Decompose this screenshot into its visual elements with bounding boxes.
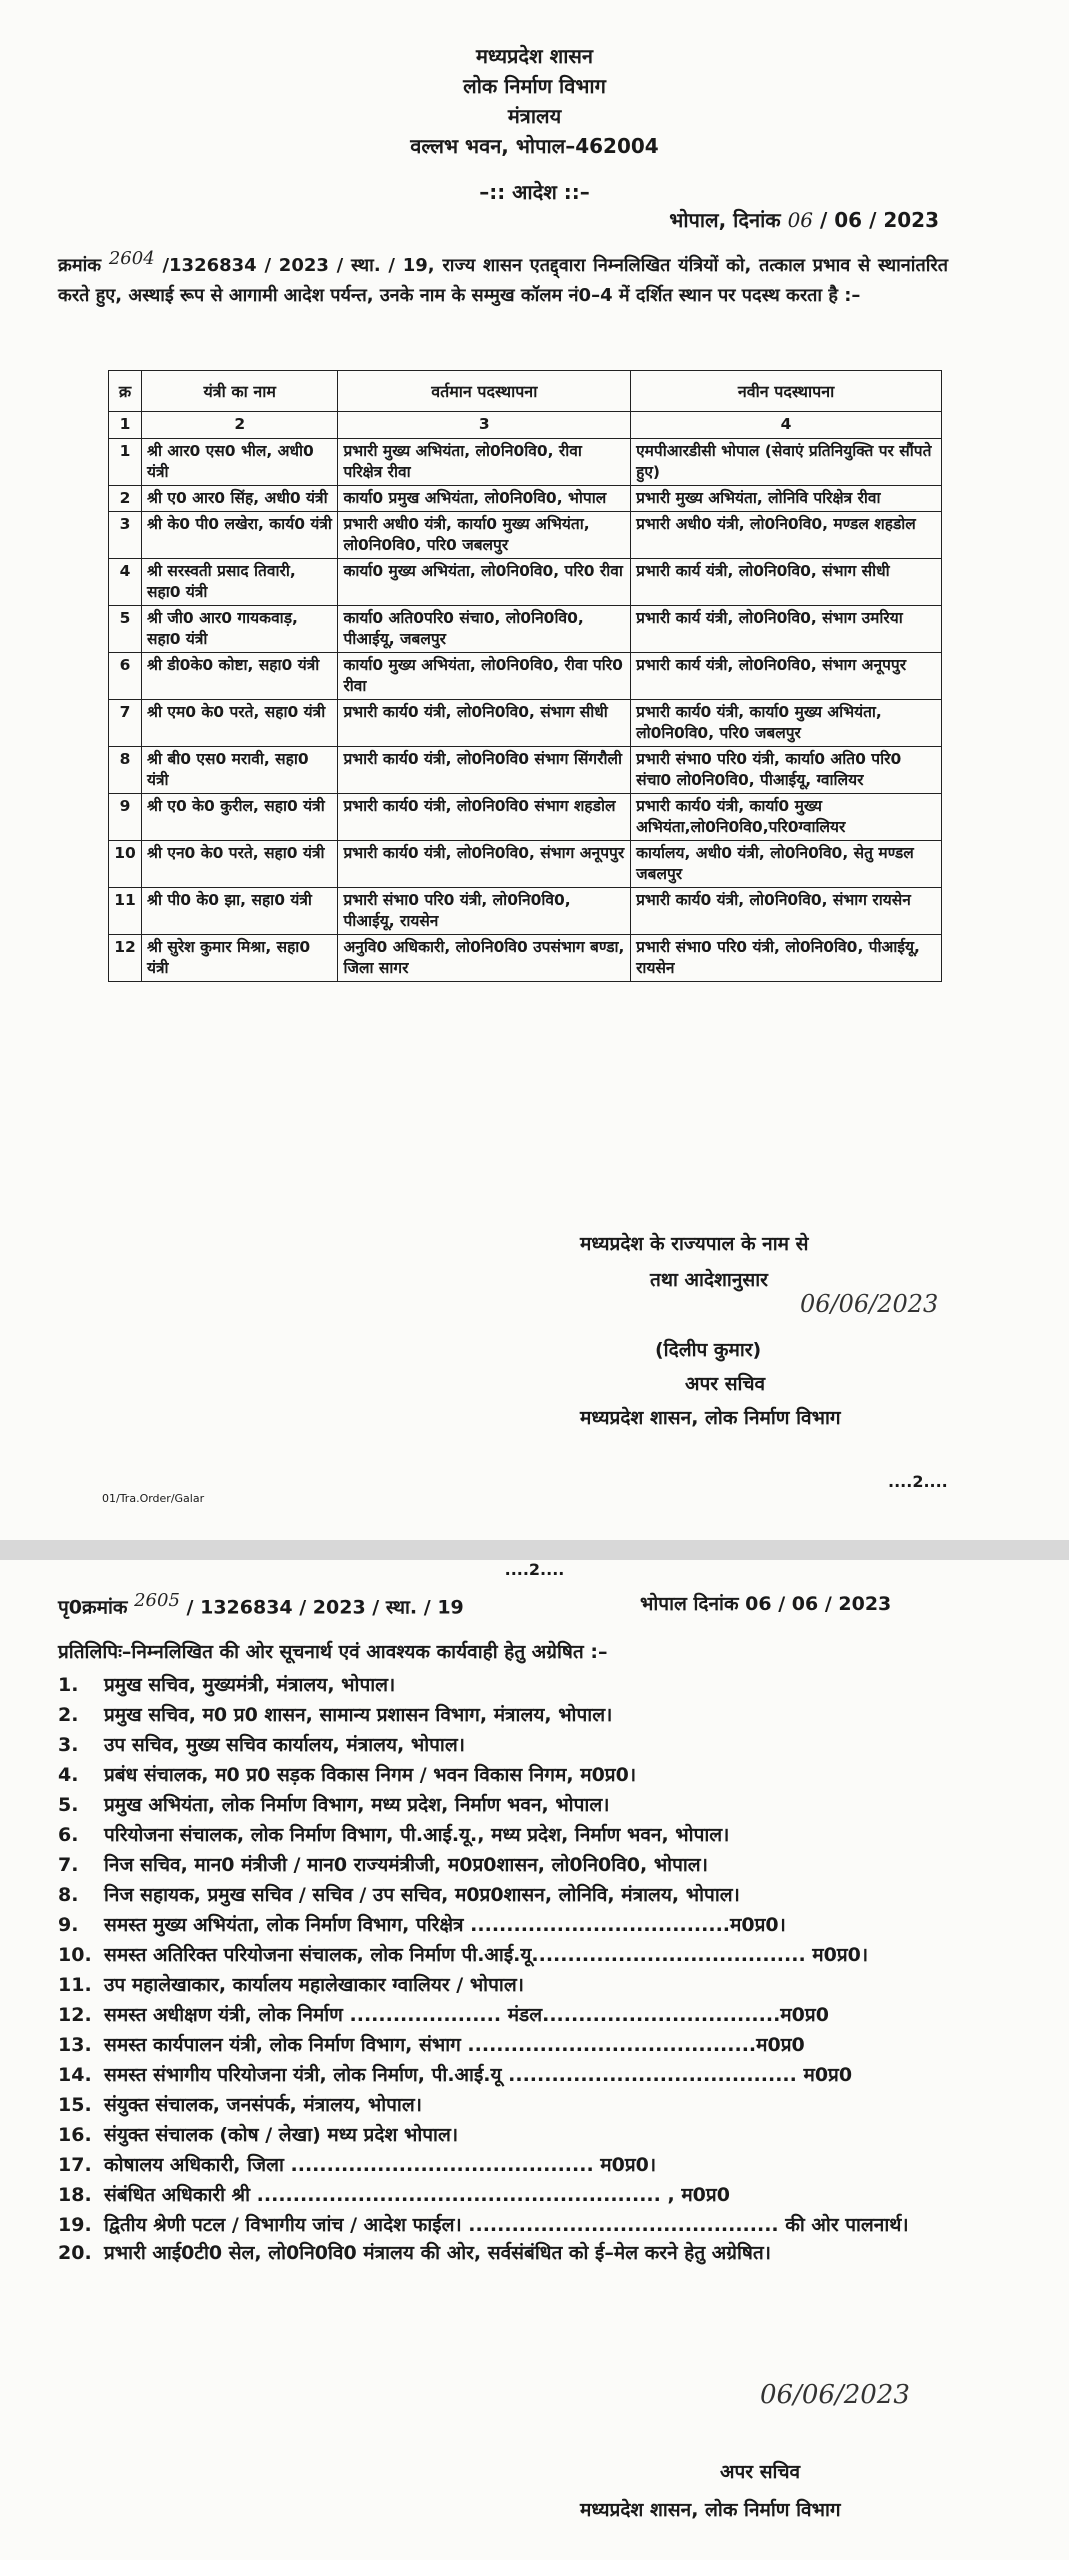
list-item-number: 4. [58, 1764, 79, 1786]
continued-marker: ....2.... [888, 1472, 948, 1491]
cell-name: श्री पी0 के0 झा, सहा0 यंत्री [141, 888, 337, 935]
list-item [58, 2000, 1018, 2030]
list-item [58, 1850, 1018, 1880]
cell-new-posting: प्रभारी मुख्य अभियंता, लोनिवि परिक्षेत्र रीवा [631, 486, 942, 512]
signatory-name: (दिलीप कुमार) [655, 1339, 762, 1361]
table-row [109, 888, 942, 935]
table-row [109, 700, 942, 747]
cell-name: श्री सरस्वती प्रसाद तिवारी, सहा0 यंत्री [141, 559, 337, 606]
cell-name: श्री जी0 आर0 गायकवाड़, सहा0 यंत्री [141, 606, 337, 653]
list-item [58, 1970, 1018, 2000]
copy-signatory-office: मध्यप्रदेश शासन, लोक निर्माण विभाग [580, 2499, 841, 2521]
list-item-text: निज सहायक, प्रमुख सचिव / सचिव / उप सचिव, म0प्र0शासन, लोनिवि, मंत्रालय, भोपाल। [104, 1884, 740, 1906]
cell-new-posting: प्रभारी कार्य यंत्री, लो0नि0वि0, संभाग अनूपपुर [631, 653, 942, 700]
cell-sn: 12 [109, 935, 142, 982]
list-item [58, 2210, 1018, 2240]
list-item [58, 1880, 1018, 1910]
cell-sn: 4 [109, 559, 142, 606]
list-item-text: कोषालय अधिकारी, जिला .......................................... म0प्र0। [104, 2154, 657, 2176]
cell-sn: 11 [109, 888, 142, 935]
table-row [109, 747, 942, 794]
list-item-text: निज सचिव, मान0 मंत्रीजी / मान0 राज्यमंत्रीजी, म0प्र0शासन, लो0नि0वि0, भोपाल। [104, 1854, 708, 1876]
cell-new-posting: प्रभारी कार्य0 यंत्री, कार्या0 मुख्य अभियंता,लो0नि0वि0,परि0ग्वालियर [631, 794, 942, 841]
list-item [58, 1820, 1018, 1850]
cell-sn: 3 [109, 512, 142, 559]
list-item-number: 8. [58, 1884, 79, 1906]
cell-current-posting: प्रभारी अधी0 यंत्री, कार्या0 मुख्य अभियंता, लो0नि0वि0, परि0 जबलपुर [338, 512, 631, 559]
list-item [58, 1940, 1018, 1970]
table-row [109, 512, 942, 559]
table-row [109, 841, 942, 888]
header-address: वल्लभ भवन, भोपाल–462004 [410, 134, 659, 158]
table-row [109, 794, 942, 841]
colnum: 2 [141, 412, 337, 439]
header-ministry: मंत्रालय [507, 104, 562, 128]
list-item-number: 10. [58, 1944, 92, 1966]
list-item [58, 2060, 1018, 2090]
list-item-number: 3. [58, 1734, 79, 1756]
table-row [109, 559, 942, 606]
cell-new-posting: प्रभारी संभा0 परि0 यंत्री, कार्या0 अति0 परि0 संचा0 लो0नि0वि0, पीआईयू, ग्वालियर [631, 747, 942, 794]
colnum: 3 [338, 412, 631, 439]
cell-sn: 2 [109, 486, 142, 512]
list-item [58, 2240, 1018, 2292]
list-item-text: समस्त संभागीय परियोजना यंत्री, लोक निर्माण, पी.आई.यू ........................................ म0प्र0 [104, 2064, 853, 2086]
reference-number: /1326834 / 2023 / स्था. / 19, [162, 255, 435, 276]
cell-name: श्री सुरेश कुमार मिश्रा, सहा0 यंत्री [141, 935, 337, 982]
krmank-label: क्रमांक [58, 255, 102, 276]
list-item-text: प्रमुख सचिव, मुख्यमंत्री, मंत्रालय, भोपाल। [104, 1674, 396, 1696]
list-item [58, 2030, 1018, 2060]
list-item [58, 2150, 1018, 2180]
list-item-text: उप सचिव, मुख्य सचिव कार्यालय, मंत्रालय, भोपाल। [104, 1734, 465, 1756]
list-item [58, 1790, 1018, 1820]
list-item-number: 9. [58, 1914, 79, 1936]
column-number-row [109, 412, 942, 439]
list-item-number: 13. [58, 2034, 92, 2056]
cell-current-posting: कार्या0 मुख्य अभियंता, लो0नि0वि0, परि0 रीवा [338, 559, 631, 606]
list-item-text: प्रमुख सचिव, म0 प्र0 शासन, सामान्य प्रशासन विभाग, मंत्रालय, भोपाल। [104, 1704, 613, 1726]
list-item [58, 2090, 1018, 2120]
colnum: 4 [631, 412, 942, 439]
list-item-number: 20. [58, 2242, 92, 2264]
list-item-text: प्रमुख अभियंता, लोक निर्माण विभाग, मध्य प्रदेश, निर्माण भवन, भोपाल। [104, 1794, 610, 1816]
cell-new-posting: प्रभारी कार्य यंत्री, लो0नि0वि0, संभाग उमरिया [631, 606, 942, 653]
signatory-office: मध्यप्रदेश शासन, लोक निर्माण विभाग [580, 1407, 841, 1429]
list-item [58, 1760, 1018, 1790]
cell-sn: 1 [109, 439, 142, 486]
cell-new-posting: प्रभारी कार्य0 यंत्री, लो0नि0वि0, संभाग रायसेन [631, 888, 942, 935]
cell-current-posting: कार्या0 प्रमुख अभियंता, लो0नि0वि0, भोपाल [338, 486, 631, 512]
order-date [669, 206, 939, 233]
cell-name: श्री ए0 आर0 सिंह, अधी0 यंत्री [141, 486, 337, 512]
date-rest: / 06 / 2023 [820, 208, 939, 232]
list-item-number: 14. [58, 2064, 92, 2086]
cell-name: श्री डी0के0 कोष्टा, सहा0 यंत्री [141, 653, 337, 700]
header-current-posting: वर्तमान पदस्थापना [338, 371, 631, 412]
signature-handwritten-date: 06/06/2023 [800, 1290, 939, 1318]
list-item [58, 1670, 1018, 1700]
list-item [58, 2180, 1018, 2210]
cell-current-posting: प्रभारी कार्य0 यंत्री, लो0नि0वि0, संभाग अनूपपुर [338, 841, 631, 888]
list-item [58, 2120, 1018, 2150]
cell-current-posting: प्रभारी कार्य0 यंत्री, लो0नि0वि0 संभाग शहडोल [338, 794, 631, 841]
list-item-number: 1. [58, 1674, 79, 1696]
list-item-number: 11. [58, 1974, 92, 1996]
list-item-number: 7. [58, 1854, 79, 1876]
table-row [109, 606, 942, 653]
date-handwritten: 06 [787, 208, 814, 232]
transfer-table [108, 370, 942, 982]
cell-sn: 9 [109, 794, 142, 841]
recipient-list [58, 1670, 1018, 2292]
list-item-text: समस्त अधीक्षण यंत्री, लोक निर्माण ..................... मंडल.................................म0प्र0 [104, 2004, 829, 2026]
signature-line-1: मध्यप्रदेश के राज्यपाल के नाम से [580, 1233, 809, 1255]
list-item [58, 1700, 1018, 1730]
cell-name: श्री एन0 के0 परते, सहा0 यंत्री [141, 841, 337, 888]
cell-new-posting: कार्यालय, अधी0 यंत्री, लो0नि0वि0, सेतु मण्डल जबलपुर [631, 841, 942, 888]
cell-sn: 5 [109, 606, 142, 653]
page-marker: ....2.... [504, 1560, 565, 1579]
list-item-text: संयुक्त संचालक (कोष / लेखा) मध्य प्रदेश भोपाल। [104, 2124, 459, 2146]
copy-reference [58, 1590, 464, 1619]
signatory-designation: अपर सचिव [685, 1373, 766, 1395]
file-reference: 01/Tra.Order/Galar [102, 1492, 205, 1505]
signature-line-2: तथा आदेशानुसार [650, 1269, 768, 1291]
krmank-handwritten: 2604 [108, 248, 155, 269]
cell-current-posting: प्रभारी मुख्य अभियंता, लो0नि0वि0, रीवा परिक्षेत्र रीवा [338, 439, 631, 486]
cell-sn: 10 [109, 841, 142, 888]
page-separator [0, 1540, 1069, 1560]
copy-signatory-designation: अपर सचिव [720, 2461, 801, 2483]
cell-new-posting: एमपीआरडीसी भोपाल (सेवाएं प्रतिनियुक्ति पर सौंपते हुए) [631, 439, 942, 486]
list-item [58, 1910, 1018, 1940]
list-item-text: संयुक्त संचालक, जनसंपर्क, मंत्रालय, भोपाल। [104, 2094, 422, 2116]
list-item-number: 12. [58, 2004, 92, 2026]
copy-krmank-handwritten: 2605 [134, 1590, 180, 1611]
list-item-number: 2. [58, 1704, 79, 1726]
order-page-2 [0, 1560, 1069, 2560]
cell-sn: 7 [109, 700, 142, 747]
table-header-row [109, 371, 942, 412]
cell-current-posting: प्रभारी संभा0 परि0 यंत्री, लो0नि0वि0, पीआईयू, रायसेन [338, 888, 631, 935]
list-item-text: समस्त कार्यपालन यंत्री, लोक निर्माण विभाग, संभाग ........................................म0प्र0 [104, 2034, 805, 2056]
table-row [109, 935, 942, 982]
cell-name: श्री बी0 एस0 मरावी, सहा0 यंत्री [141, 747, 337, 794]
table-row [109, 439, 942, 486]
cell-current-posting: कार्या0 अति0परि0 संचा0, लो0नि0वि0, पीआईयू, जबलपुर [338, 606, 631, 653]
list-item-number: 19. [58, 2214, 92, 2236]
cell-new-posting: प्रभारी अधी0 यंत्री, लो0नि0वि0, मण्डल शहडोल [631, 512, 942, 559]
cell-new-posting: प्रभारी कार्य यंत्री, लो0नि0वि0, संभाग सीधी [631, 559, 942, 606]
cell-name: श्री ए0 के0 कुरील, सहा0 यंत्री [141, 794, 337, 841]
table-row [109, 653, 942, 700]
cell-name: श्री एम0 के0 परते, सहा0 यंत्री [141, 700, 337, 747]
header-name: यंत्री का नाम [141, 371, 337, 412]
list-item-number: 6. [58, 1824, 79, 1846]
cell-current-posting: कार्या0 मुख्य अभियंता, लो0नि0वि0, रीवा परि0 रीवा [338, 653, 631, 700]
list-item-number: 17. [58, 2154, 92, 2176]
list-item [58, 1730, 1018, 1760]
list-item-text: समस्त अतिरिक्त परियोजना संचालक, लोक निर्माण पी.आई.यू...................................... म0प्र0। [104, 1944, 869, 1966]
header-govt: मध्यप्रदेश शासन [475, 44, 594, 68]
cell-current-posting: प्रभारी कार्य0 यंत्री, लो0नि0वि0, संभाग सीधी [338, 700, 631, 747]
list-item-text: परियोजना संचालक, लोक निर्माण विभाग, पी.आई.यू., मध्य प्रदेश, निर्माण भवन, भोपाल। [104, 1824, 730, 1846]
list-item-text: प्रभारी आई0टी0 सेल, लो0नि0वि0 मंत्रालय की ओर, सर्वसंबंधित को ई–मेल करने हेतु अग्रेषित। [104, 2242, 771, 2264]
copy-date: भोपाल दिनांक 06 / 06 / 2023 [640, 1593, 892, 1615]
cell-name: श्री आर0 एस0 भील, अधी0 यंत्री [141, 439, 337, 486]
table-row [109, 486, 942, 512]
header-new-posting: नवीन पदस्थापना [631, 371, 942, 412]
cell-current-posting: प्रभारी कार्य0 यंत्री, लो0नि0वि0 संभाग सिंगरौली [338, 747, 631, 794]
intro-text: राज्य शासन एतद्द्वारा निम्नलिखित यंत्रियों को, तत्काल प्रभाव से स्थानांतरित करते हुए, अस्थाई रूप से आगामी आदेश पर्यन्त, उनके नाम के सम्मुख कॉलम नं0–4 में दर्शित स्थान पर पदस्थ करता है :– [58, 255, 948, 306]
cell-sn: 6 [109, 653, 142, 700]
copy-reference-number: / 1326834 / 2023 / स्था. / 19 [186, 1596, 464, 1619]
list-item-number: 18. [58, 2184, 92, 2206]
list-item-text: संबंधित अधिकारी श्री ........................................................ , म0प्र0 [104, 2184, 730, 2206]
order-title: –:: आदेश ::– [479, 180, 590, 204]
cell-sn: 8 [109, 747, 142, 794]
date-prefix: भोपाल, दिनांक [669, 208, 781, 232]
list-item-number: 15. [58, 2094, 92, 2116]
colnum: 1 [109, 412, 142, 439]
cell-new-posting: प्रभारी संभा0 परि0 यंत्री, लो0नि0वि0, पीआईयू, रायसेन [631, 935, 942, 982]
list-item-text: प्रबंध संचालक, म0 प्र0 सड़क विकास निगम / भवन विकास निगम, म0प्र0। [104, 1764, 637, 1786]
cell-name: श्री के0 पी0 लखेरा, कार्य0 यंत्री [141, 512, 337, 559]
order-intro [58, 244, 948, 311]
copy-handwritten-date: 06/06/2023 [760, 2380, 910, 2410]
copy-krmank-label: पृ0क्रमांक [58, 1596, 128, 1619]
header-department: लोक निर्माण विभाग [463, 74, 606, 98]
cell-new-posting: प्रभारी कार्य0 यंत्री, कार्या0 मुख्य अभियंता, लो0नि0वि0, परि0 जबलपुर [631, 700, 942, 747]
list-item-text: उप महालेखाकार, कार्यालय महालेखाकार ग्वालियर / भोपाल। [104, 1974, 524, 1996]
copy-heading: प्रतिलिपिः–निम्नलिखित की ओर सूचनार्थ एवं आवश्यक कार्यवाही हेतु अग्रेषित :– [58, 1641, 608, 1663]
list-item-number: 16. [58, 2124, 92, 2146]
cell-current-posting: अनुवि0 अधिकारी, लो0नि0वि0 उपसंभाग बण्डा, जिला सागर [338, 935, 631, 982]
list-item-text: द्वितीय श्रेणी पटल / विभागीय जांच / आदेश फाईल। ........................................... की ओर पालनार्थ। [104, 2214, 909, 2236]
list-item-text: समस्त मुख्य अभियंता, लोक निर्माण विभाग, परिक्षेत्र ....................................म0प्र0। [104, 1914, 786, 1936]
header-sn: क्र [109, 371, 142, 412]
list-item-number: 5. [58, 1794, 79, 1816]
